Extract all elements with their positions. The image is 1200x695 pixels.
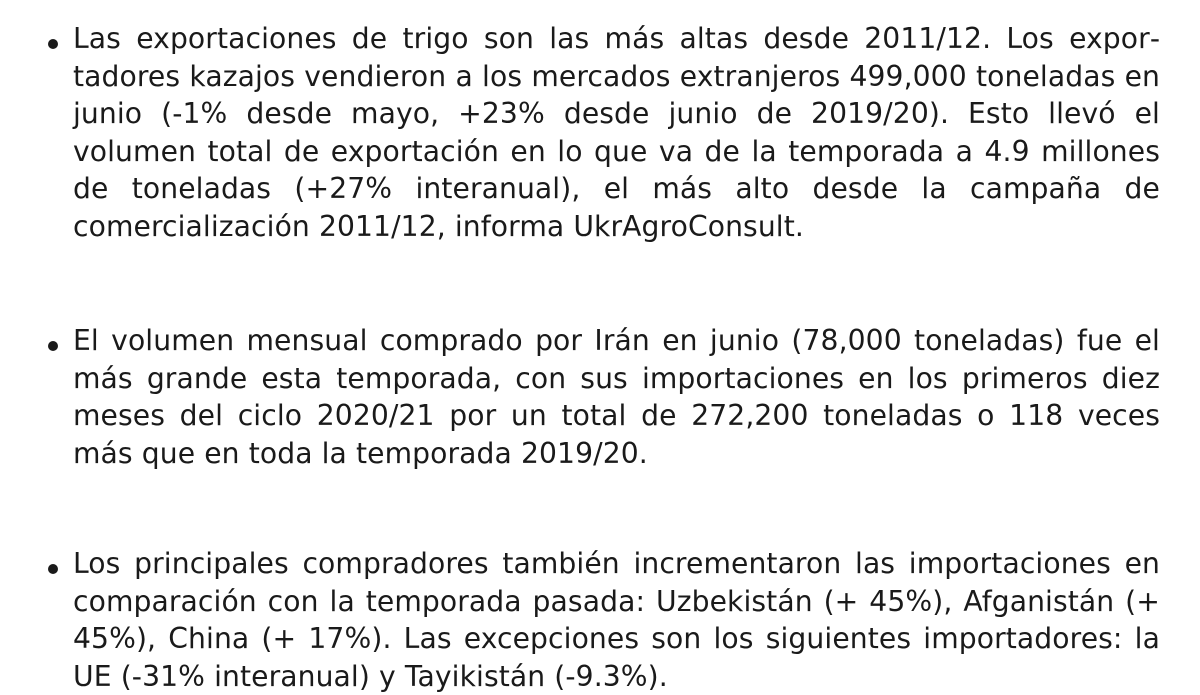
bullet-icon [48,341,58,351]
bullet-text: Las exportaciones de trigo son las más altas desde 2011/12. Los exportadores kazajos vendieron a los mercados extranjeros 499,000 toneladas en junio (-1% desde mayo, +23% desde junio de 2019/20). Esto llevó el volumen total de exportación en lo que va de la temporada a 4.9 millones de toneladas (+27% interanual), el más alto desde la campaña de comercialización 2011/12, informa UkrAgroConsult. [73,22,1160,243]
bullet-item-iran [42,322,1160,472]
bullet-text: Los principales compradores también incrementaron las importaciones en comparación con la temporada pasada: Uzbekistán (+ 45%), Afganistán (+ 45%), China (+ 17%). Las excepciones son los siguientes importadores: la UE (-31% interanual) y Tayikistán (-9.3%). [73,547,1160,693]
bullet-icon [48,564,58,574]
bullet-item-exports [42,20,1160,246]
bullet-item-buyers [42,545,1160,695]
bullet-icon [48,39,58,49]
bullet-text: El volumen mensual comprado por Irán en junio (78,000 toneladas) fue el más grande esta temporada, con sus importaciones en los primeros diez meses del ciclo 2020/21 por un total de 272,200 toneladas o 118 veces más que en toda la temporada 2019/20. [73,324,1160,470]
